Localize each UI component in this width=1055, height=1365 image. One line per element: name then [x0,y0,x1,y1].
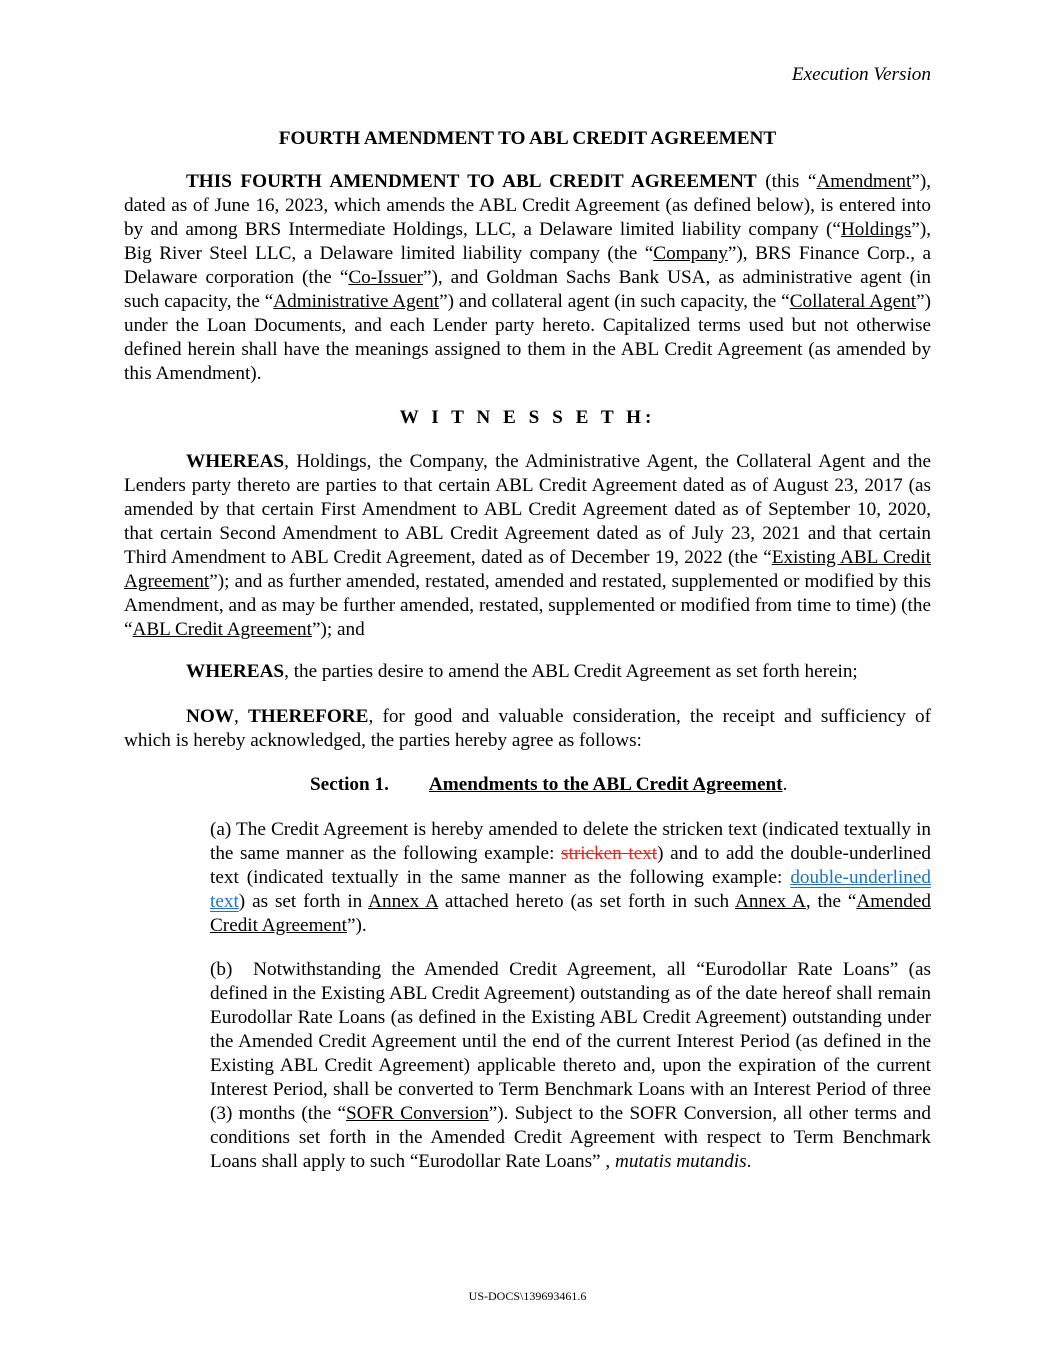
footer-doc-id: US-DOCS\139693461.6 [468,1289,587,1303]
stricken-text-example: stricken text [561,843,658,864]
defined-term-administrative-agent: Administrative Agent [273,291,440,312]
subsection-b: (b) Notwithstanding the Amended Credit Agreement, all “Eurodollar Rate Loans” (as defined in the Existing ABL Credit Agreement) outstanding as of the date hereof shall remain Eurodollar Rate Loans (as defined in the Existing ABL Credit Agreement) outstanding under the Amended Credit Agreement until the end of the current Interest Period (as defined in the Existing ABL Credit Agreement) applicable thereto and, upon the expiration of the current Interest Period, shall be converted to Term Benchmark Loans with an Interest Period of three (3) months (the “SOFR Conversion”). Subject to the SOFR Conversion, all other terms and conditions set forth in the Amended Credit Agreement with respect to Term Benchmark Loans shall apply to such “Eurodollar Rate Loans” , mutatis mutandis. [210,959,931,1172]
subsection-a: (a) The Credit Agreement is hereby amended to delete the stricken text (indicated textually in the same manner as the following example: stricken text) and to add the double-underlined text (indicated textually in the same manner as the following example: double-underlined text) as set forth in Annex A attached hereto (as set forth in such Annex A, the “Amended Credit Agreement”). [210,819,932,936]
therefore-lead: THEREFORE [247,706,369,727]
defined-term-company: Company [653,243,728,264]
intro-paragraph: THIS FOURTH AMENDMENT TO ABL CREDIT AGREEMENT (this “Amendment”), dated as of June 16, 2023, which amends the ABL Credit Agreement (as defined below), is entered into by and among BRS Intermediate Holdings, LLC, a Delaware limited liability company (“Holdings”), Big River Steel LLC, a Delaware limited liability company (the “Company”), BRS Finance Corp., a Delaware corporation (the “Co-Issuer”), and Goldman Sachs Bank USA, as administrative agent (in such capacity, the “Administrative Agent”) and collateral agent (in such capacity, the “Collateral Agent”) under the Loan Documents, and each Lender party hereto. Capitalized terms used but not otherwise defined herein shall have the meanings assigned to them in the ABL Credit Agreement (as amended by this Amendment). [124,171,931,384]
section-number: Section 1. [310,774,389,795]
execution-version-label: Execution Version [791,64,931,85]
annex-a-reference: Annex A [368,891,438,912]
defined-term-amended-credit-agreement: Amended Credit Agreement [210,891,931,936]
witnesseth-heading: W I T N E S S E T H: [399,407,656,428]
defined-term-co-issuer: Co-Issuer [348,267,423,288]
defined-term-collateral-agent: Collateral Agent [789,291,917,312]
annex-a-reference: Annex A [734,891,806,912]
now-lead: NOW [186,706,234,727]
whereas-recital-2: WHEREAS, the parties desire to amend the ABL Credit Agreement as set forth herein; [186,661,858,682]
whereas-recital-1: WHEREAS, Holdings, the Company, the Administrative Agent, the Collateral Agent and the Lenders party thereto are parties to that certain ABL Credit Agreement dated as of August 23, 2017 (as amended by that certain First Amendment to ABL Credit Agreement dated as of September 10, 2020, that certain Second Amendment to ABL Credit Agreement dated as of July 23, 2021 and that certain Third Amendment to ABL Credit Agreement, dated as of December 19, 2022 (the “Existing ABL Credit Agreement”); and as further amended, restated, amended and restated, supplemented or modified by this Amendment, and as may be further amended, restated, supplemented or modified from time to time) (the “ABL Credit Agreement”); and [124,451,931,640]
whereas-lead: WHEREAS [186,661,285,682]
intro-lead: THIS FOURTH AMENDMENT TO ABL CREDIT AGREEMENT [186,171,757,192]
defined-term-holdings: Holdings [840,219,912,240]
section-title: Amendments to the ABL Credit Agreement [428,774,783,795]
defined-term-amendment: Amendment [816,171,912,192]
now-therefore-paragraph: NOW, THEREFORE, for good and valuable consideration, the receipt and sufficiency of which is hereby acknowledged, the parties hereby agree as follows: [124,706,932,751]
defined-term-existing-abl: Existing ABL Credit Agreement [124,547,931,592]
whereas-lead: WHEREAS [186,451,285,472]
double-underlined-text-example: double-underlined text [210,867,931,912]
latin-phrase: mutatis mutandis [614,1151,747,1172]
defined-term-sofr-conversion: SOFR Conversion [346,1103,489,1124]
document-title: FOURTH AMENDMENT TO ABL CREDIT AGREEMENT [278,128,777,149]
section-1-heading: Section 1. Amendments to the ABL Credit Agreement. [310,774,788,795]
defined-term-abl-credit-agreement: ABL Credit Agreement [132,619,312,640]
